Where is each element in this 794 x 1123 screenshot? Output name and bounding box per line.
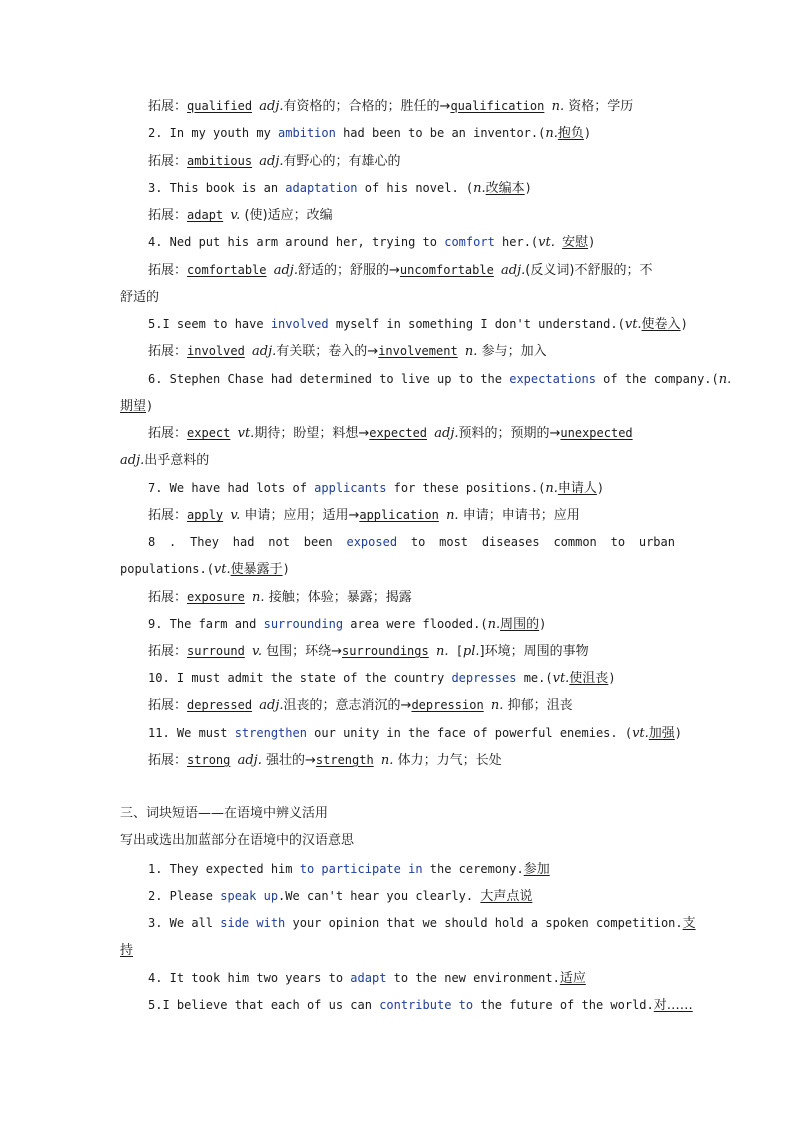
text-segment: surroundings xyxy=(342,644,429,658)
text-segment: to most diseases common to urban xyxy=(397,535,675,549)
text-segment: 3. We all xyxy=(148,916,221,930)
text-segment xyxy=(555,235,562,249)
text-segment: strengthen xyxy=(234,726,307,740)
text-segment: 6. Stephen Chase had determined to live up to the xyxy=(148,372,510,386)
text-segment: v. xyxy=(230,208,241,223)
text-segment: adapt xyxy=(187,208,224,222)
text-segment: 2. In my youth my xyxy=(148,126,279,140)
text-segment: 期望 xyxy=(120,399,147,414)
text-segment: vt. xyxy=(213,562,231,577)
text-segment: ) xyxy=(680,317,688,331)
text-segment: 舒适的；舒服的→ xyxy=(297,263,400,278)
text-segment: n. xyxy=(435,644,449,659)
text-segment: 拓展： xyxy=(148,263,188,278)
text-segment: 持 xyxy=(120,943,134,958)
text-segment: 大声点说 xyxy=(480,889,533,904)
text-segment: [ xyxy=(448,644,463,658)
text-segment: ) xyxy=(674,726,683,740)
text-segment: expect xyxy=(187,426,231,440)
text-segment: the ceremony. xyxy=(422,862,524,876)
text-segment: 拓展： xyxy=(148,426,188,441)
text-segment: 拓展： xyxy=(148,508,188,523)
text-segment: ) xyxy=(282,562,290,576)
text-segment: n. xyxy=(718,372,732,387)
text-segment: ) xyxy=(583,126,592,140)
text-segment: qualified xyxy=(187,99,253,113)
text-segment: 体力；力气；长处 xyxy=(393,753,502,768)
text-segment: adj. xyxy=(273,263,298,278)
text-line xyxy=(148,424,675,443)
text-segment: adj. xyxy=(259,154,284,169)
text-segment: 使卷入 xyxy=(641,317,681,332)
text-segment: adapt xyxy=(350,971,387,985)
text-segment: uncomfortable xyxy=(399,263,494,277)
text-segment: involvement xyxy=(378,344,458,358)
text-segment: 11. We must xyxy=(148,726,235,740)
text-segment: of his novel. ( xyxy=(357,181,474,195)
text-segment: 有资格的；合格的；胜任的→ xyxy=(283,99,451,114)
text-segment: 申请；申请书；应用 xyxy=(458,508,580,523)
text-segment xyxy=(484,698,491,712)
text-segment xyxy=(374,753,381,767)
text-segment: exposure xyxy=(187,590,245,604)
text-segment: vt. xyxy=(237,426,255,441)
text-line xyxy=(120,397,675,416)
text-segment: area were flooded.( xyxy=(343,617,488,631)
text-segment: 改编本 xyxy=(485,181,525,196)
text-segment: n. xyxy=(487,617,501,632)
text-segment: vt. xyxy=(538,235,555,250)
text-segment: 加强 xyxy=(648,726,675,741)
text-segment: surrounding xyxy=(263,617,344,631)
text-line xyxy=(148,370,732,389)
text-segment xyxy=(458,344,465,358)
text-segment: adj. xyxy=(501,263,526,278)
text-segment: ) xyxy=(539,617,547,631)
text-segment: 拓展： xyxy=(148,698,188,713)
text-line xyxy=(120,560,675,579)
text-segment xyxy=(230,426,237,440)
text-segment: 期待；盼望；料想→ xyxy=(254,426,370,441)
text-segment: ) xyxy=(608,671,616,685)
text-segment: pl. xyxy=(462,644,480,659)
text-segment: 拓展： xyxy=(148,99,188,114)
text-segment: 7. We have had lots of xyxy=(148,481,315,495)
text-segment: 使暴露于 xyxy=(230,562,283,577)
text-segment: 3. This book is an xyxy=(148,181,286,195)
text-segment: comfort xyxy=(444,235,495,249)
text-segment: qualification xyxy=(450,99,545,113)
text-segment: n. xyxy=(473,181,486,196)
text-segment: ambition xyxy=(278,126,336,140)
text-line xyxy=(148,233,675,252)
text-segment: 拓展： xyxy=(148,154,188,169)
text-segment: adj. xyxy=(259,99,284,114)
text-segment xyxy=(544,99,551,113)
text-segment: 使沮丧 xyxy=(569,671,609,686)
text-segment: n. xyxy=(380,753,394,768)
text-line xyxy=(148,996,693,1015)
text-segment: n. xyxy=(545,481,558,496)
text-line xyxy=(148,669,675,688)
text-segment: 申请；应用；适用→ xyxy=(240,508,360,523)
text-segment: 拓展： xyxy=(148,208,188,223)
text-segment: vt. xyxy=(552,671,570,686)
text-segment: comfortable xyxy=(187,263,267,277)
text-line xyxy=(148,97,675,116)
text-line xyxy=(148,342,675,361)
text-segment: myself in something I don't understand.( xyxy=(328,317,625,331)
text-segment: (使)适应；改编 xyxy=(240,208,333,223)
text-segment: 参加 xyxy=(523,862,550,877)
text-segment: (反义词)不舒服的；不 xyxy=(525,263,653,278)
text-segment: 4. Ned put his arm around her, trying to xyxy=(148,235,445,249)
text-segment: 对…… xyxy=(653,998,693,1013)
text-segment: 5.I seem to have xyxy=(148,317,271,331)
text-line xyxy=(120,451,675,470)
text-segment: 2. Please xyxy=(148,889,221,903)
text-line xyxy=(148,506,675,525)
text-line xyxy=(120,805,675,823)
text-line xyxy=(148,642,675,661)
text-segment: exposed xyxy=(346,535,398,549)
text-segment: expected xyxy=(369,426,428,440)
text-segment: expectations xyxy=(509,372,596,386)
text-segment: 写出或选出加蓝部分在语境中的汉语意思 xyxy=(120,833,355,848)
text-segment: 抑郁；沮丧 xyxy=(503,698,573,713)
text-segment: for these positions.( xyxy=(386,481,546,495)
text-segment: 舒适的 xyxy=(120,290,160,305)
text-segment: n. xyxy=(490,698,504,713)
text-segment: n. xyxy=(446,508,459,523)
text-segment: 强壮的→ xyxy=(261,753,316,768)
text-segment xyxy=(267,263,274,277)
text-segment: unexpected xyxy=(560,426,633,440)
text-segment: 拓展： xyxy=(148,644,188,659)
text-segment: involved xyxy=(187,344,245,358)
text-segment: 预料的；预期的→ xyxy=(458,426,561,441)
text-segment: in xyxy=(408,862,423,876)
text-segment: ambitious xyxy=(187,154,253,168)
text-line xyxy=(148,261,675,280)
text-segment: surround xyxy=(187,644,245,658)
text-segment: apply xyxy=(187,508,224,522)
text-segment: n. xyxy=(464,344,478,359)
text-line xyxy=(148,533,675,551)
text-segment: strength xyxy=(315,753,374,767)
text-segment: your opinion that we should hold a spoken competition. xyxy=(285,916,683,930)
text-segment: 周围的 xyxy=(500,617,540,632)
text-segment: 1. They expected him xyxy=(148,862,300,876)
text-segment: to the new environment. xyxy=(386,971,560,985)
text-line xyxy=(148,479,675,498)
text-segment: 接触；体验；暴露；揭露 xyxy=(264,590,412,605)
text-segment: depression xyxy=(411,698,484,712)
text-line xyxy=(148,588,675,607)
text-segment: involved xyxy=(270,317,329,331)
text-segment: adj. xyxy=(252,344,277,359)
text-line xyxy=(148,860,675,879)
text-segment: her.( xyxy=(494,235,539,249)
text-segment: adaptation xyxy=(285,181,358,195)
text-segment: 适应 xyxy=(559,971,586,986)
text-segment: 三、词块短语——在语境中辨义活用 xyxy=(120,806,329,821)
text-segment: n. xyxy=(252,590,265,605)
text-segment: our unity in the face of powerful enemies. ( xyxy=(306,726,633,740)
text-segment: v. xyxy=(252,644,262,659)
text-line xyxy=(148,315,688,334)
text-segment: 5.I believe that each of us can xyxy=(148,998,380,1012)
text-line xyxy=(148,206,675,225)
text-segment: to xyxy=(458,998,474,1012)
text-segment xyxy=(245,644,252,658)
text-segment: 安慰 xyxy=(562,235,589,250)
text-segment: 申请人 xyxy=(557,481,597,496)
text-segment: strong xyxy=(187,753,231,767)
text-segment: 拓展： xyxy=(148,344,188,359)
text-line xyxy=(148,152,675,171)
text-segment: vt. xyxy=(632,726,649,741)
text-segment: adj. xyxy=(434,426,459,441)
text-segment: n. xyxy=(545,126,558,141)
text-line xyxy=(148,887,675,906)
text-segment: side with xyxy=(220,916,286,930)
text-segment: speak up xyxy=(220,889,279,903)
text-segment: 9. The farm and xyxy=(148,617,264,631)
text-segment xyxy=(230,753,237,767)
text-line xyxy=(148,615,675,634)
text-segment: 8 . They had not been xyxy=(148,535,347,549)
text-segment xyxy=(245,590,252,604)
text-segment: 有关联；卷入的→ xyxy=(276,344,379,359)
text-segment: 沮丧的；意志消沉的→ xyxy=(283,698,412,713)
text-segment: 抱负 xyxy=(557,126,584,141)
text-segment: n. xyxy=(551,99,565,114)
text-segment: application xyxy=(359,508,439,522)
text-segment: 有野心的；有雄心的 xyxy=(283,154,401,169)
text-segment: 资格；学历 xyxy=(564,99,634,114)
text-line xyxy=(120,941,675,960)
text-segment: me.( xyxy=(516,671,553,685)
text-segment: to participate xyxy=(299,862,401,876)
text-segment: .We can't hear you clearly. xyxy=(278,889,481,903)
text-segment: 拓展： xyxy=(148,590,188,605)
text-segment: contribute xyxy=(379,998,452,1012)
text-segment: v. xyxy=(230,508,241,523)
text-line xyxy=(148,751,675,770)
text-line xyxy=(148,969,675,988)
text-segment xyxy=(429,644,436,658)
text-segment: 10. I must admit the state of the country xyxy=(148,671,452,685)
text-segment: had been to be an inventor.( xyxy=(335,126,546,140)
text-segment: applicants xyxy=(314,481,387,495)
text-line xyxy=(148,179,675,198)
text-segment: 出乎意料的 xyxy=(144,453,210,468)
text-segment: vt. xyxy=(624,317,642,332)
text-segment: 拓展： xyxy=(148,753,188,768)
text-segment: depresses xyxy=(451,671,517,685)
text-segment: ) xyxy=(596,481,605,495)
text-line xyxy=(148,724,683,743)
text-segment: adj. xyxy=(237,753,262,768)
text-segment: ) xyxy=(524,181,532,195)
text-segment: 包围；环绕→ xyxy=(261,644,343,659)
text-line xyxy=(148,696,675,715)
text-segment: 支 xyxy=(682,916,696,931)
text-segment: adj. xyxy=(120,453,145,468)
text-segment: populations.( xyxy=(120,562,214,576)
text-segment: ) xyxy=(588,235,596,249)
text-segment: depressed xyxy=(187,698,253,712)
text-segment: ) xyxy=(146,399,154,413)
text-segment: the future of the world. xyxy=(473,998,654,1012)
text-segment xyxy=(439,508,446,522)
text-line xyxy=(120,288,675,307)
text-segment xyxy=(451,998,458,1012)
text-segment: 4. It took him two years to xyxy=(148,971,351,985)
text-segment: of the company.( xyxy=(595,372,719,386)
text-segment xyxy=(245,344,252,358)
text-segment xyxy=(494,263,501,277)
text-segment: 参与；加入 xyxy=(477,344,547,359)
text-segment: ]环境；周围的事物 xyxy=(479,644,589,659)
text-line xyxy=(148,914,696,933)
text-line xyxy=(148,124,675,143)
text-line xyxy=(120,832,675,850)
text-segment: adj. xyxy=(259,698,284,713)
